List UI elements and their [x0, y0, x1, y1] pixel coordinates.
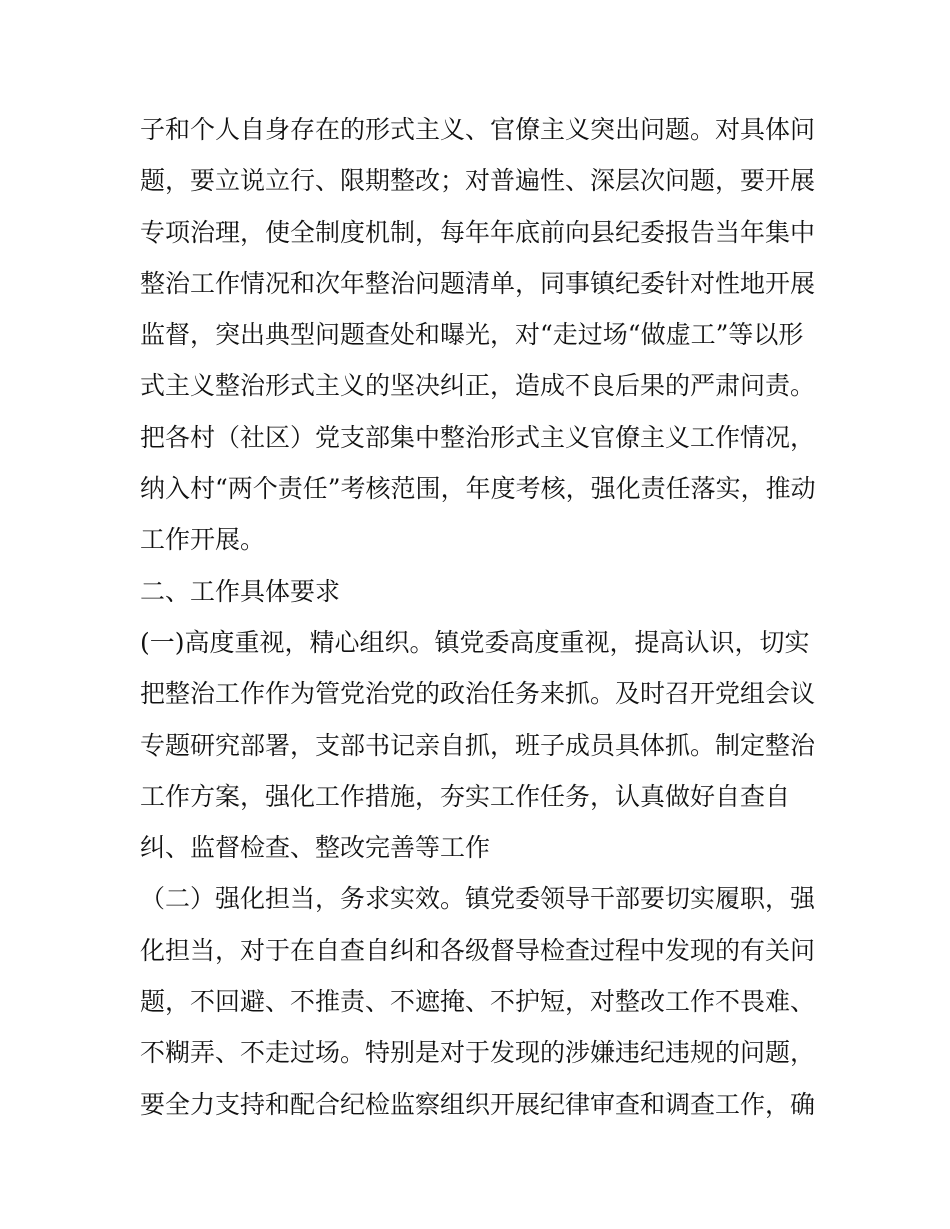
text-line-13: 专题研究部署，支部书记亲自抓，班子成员具体抓。制定整治: [140, 730, 816, 760]
text-line-9: 工作开展。: [140, 525, 266, 555]
text-line-17: 化担当，对于在自查自纠和各级督导检查过程中发现的有关问: [140, 935, 816, 965]
text-line-6: 式主义整治形式主义的坚决纠正，造成不良后果的严肃问责。: [140, 371, 816, 401]
text-line-19: 不糊弄、不走过场。特别是对于发现的涉嫌违纪违规的问题，: [140, 1038, 816, 1068]
text-line-5: 监督，突出典型问题查处和曝光，对“走过场“做虚工”等以形: [140, 320, 804, 350]
text-line-16: （二）强化担当，务求实效。镇党委领导干部要切实履职，强: [140, 884, 816, 914]
text-line-2: 题，要立说立行、限期整改；对普遍性、深层次问题，要开展: [140, 166, 816, 196]
text-line-1: 子和个人自身存在的形式主义、官僚主义突出问题。对具体问: [140, 115, 816, 144]
document-body: [140, 104, 820, 1130]
text-line-14: 工作方案，强化工作措施，夯实工作任务，认真做好自查自: [140, 781, 791, 811]
text-line-12: 把整治工作作为管党治党的政治任务来抓。及时召开党组会议: [140, 679, 816, 709]
text-line-20: 要全力支持和配合纪检监察组织开展纪律审查和调查工作，确: [140, 1089, 816, 1119]
text-line-15: 纠、监督检查、整改完善等工作: [140, 833, 491, 863]
text-line-11: (一)高度重视，精心组织。镇党委高度重视，提高认识，切实: [140, 627, 810, 657]
text-line-8: 纳入村“两个责任”考核范围，年度考核，强化责任落实，推动: [140, 474, 816, 504]
text-line-3: 专项治理，使全制度机制，每年年底前向县纪委报告当年集中: [140, 217, 816, 247]
section-heading: 二、工作具体要求: [140, 576, 341, 606]
text-line-7: 把各村（社区）党支部集中整治形式主义官僚主义工作情况，: [140, 422, 816, 452]
text-line-4: 整治工作情况和次年整治问题清单，同事镇纪委针对性地开展: [140, 268, 816, 298]
text-line-18: 题，不回避、不推责、不遮掩、不护短，对整改工作不畏难、: [140, 987, 816, 1017]
